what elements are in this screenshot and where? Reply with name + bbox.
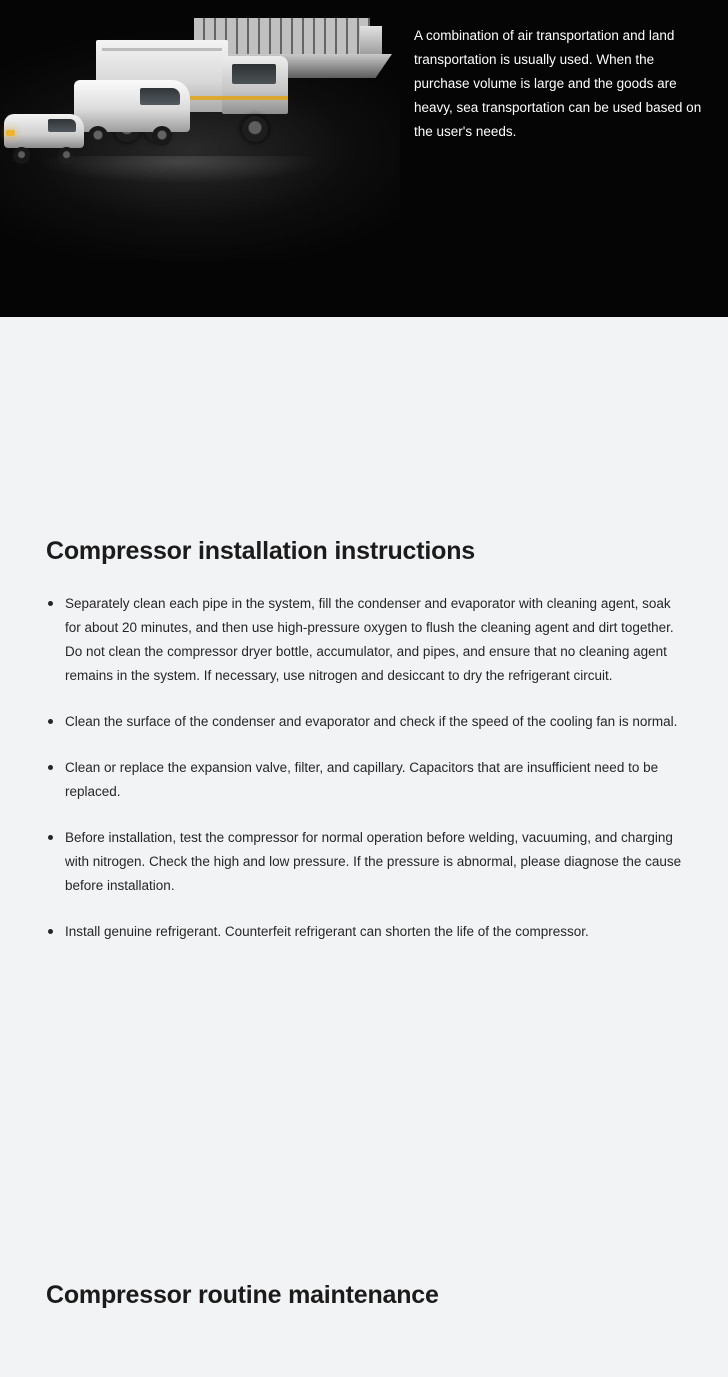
shipping-hero-banner [0,0,728,317]
routine-maintenance-section [0,1280,728,1310]
installation-title-wrapper [0,317,728,566]
delivery-van-illustration [74,80,190,156]
van-wheel [88,126,108,146]
list-item: Install genuine refrigerant. Counterfeit refrigerant can shorten the life of the compressor. [0,920,728,944]
list-item: Separately clean each pipe in the system, fill the condenser and evaporator with cleaning agent, soak for about 20 minutes, and then use high-pressure oxygen to flush the cleaning agent and dirt together. Do not clean the compressor dryer bottle, accumulator, and pipes, and ensure that no cleaning agent remains in the system. If necessary, use nitrogen and desiccant to dry the refrigerant circuit. [0,592,728,688]
car-headlight [6,130,15,136]
routine-maintenance-heading: Compressor routine maintenance [46,1281,439,1309]
installation-instructions-list [0,566,728,944]
installation-instructions-heading: Compressor installation instructions [46,537,475,565]
truck-window [232,64,276,84]
list-item: Clean or replace the expansion valve, filter, and capillary. Capacitors that are insufficient need to be replaced. [0,756,728,804]
ship-bridge-tower [360,26,382,56]
truck-wheel [242,116,268,142]
list-item: Before installation, test the compressor for normal operation before welding, vacuuming, and charging with nitrogen. Check the high and low pressure. If the pressure is abnormal, please diagnose the cause before installation. [0,826,728,898]
shipping-description-text: A combination of air transportation and land transportation is usually used. When the purchase volume is large and the goods are heavy, sea transportation can be used based on the user's needs. [414,27,702,139]
installation-instructions-section [0,317,728,966]
car-window [48,119,76,132]
list-item: Clean the surface of the condenser and evaporator and check if the speed of the cooling fan is normal. [0,710,728,734]
van-window [140,88,180,105]
ground-reflection [0,156,400,216]
shipping-vehicles-image [0,0,400,260]
van-wheel [152,126,172,146]
